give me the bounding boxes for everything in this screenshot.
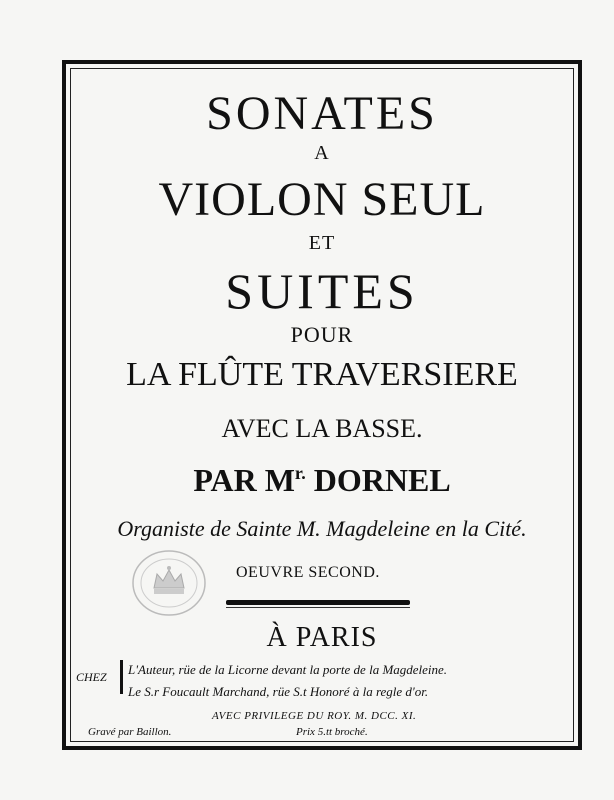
royal-privilege: AVEC PRIVILEGE DU ROY. M. DCC. XI. [212, 710, 417, 722]
price-line: Prix 5.tt broché. [296, 726, 368, 738]
divider-thin [226, 607, 410, 608]
library-stamp-crown-icon [130, 548, 208, 618]
title-flute-traversiere: LA FLÛTE TRAVERSIERE [126, 356, 518, 393]
author-role: Organiste de Sainte M. Magdeleine en la Cité. [117, 516, 527, 541]
chez-label: CHEZ [76, 670, 107, 684]
title-avec-la-basse: AVEC LA BASSE. [221, 414, 423, 443]
title-sonates: SONATES [206, 87, 438, 140]
title-pour: POUR [290, 322, 354, 347]
address-author: L'Auteur, rüe de la Licorne devant la porte de la Magdeleine. [128, 662, 448, 677]
author-superscript: r. [294, 463, 306, 483]
author-name: DORNEL [305, 462, 451, 498]
title-violon-seul: VIOLON SEUL [158, 173, 486, 226]
engraver-credit: Gravé par Baillon. [88, 726, 172, 738]
title-suites: SUITES [225, 263, 419, 319]
address-bracket [120, 660, 127, 694]
opus-number: OEUVRE SECOND. [236, 564, 380, 581]
title-a: A [314, 142, 330, 164]
publication-place: À PARIS [266, 622, 378, 653]
author-prefix: PAR M [193, 462, 295, 498]
divider-thick [226, 600, 410, 605]
address-foucault: Le S.r Foucault Marchand, rüe S.t Honoré à la regle d'or. [128, 684, 429, 699]
author-line [70, 462, 574, 499]
title-et: ET [308, 232, 336, 254]
